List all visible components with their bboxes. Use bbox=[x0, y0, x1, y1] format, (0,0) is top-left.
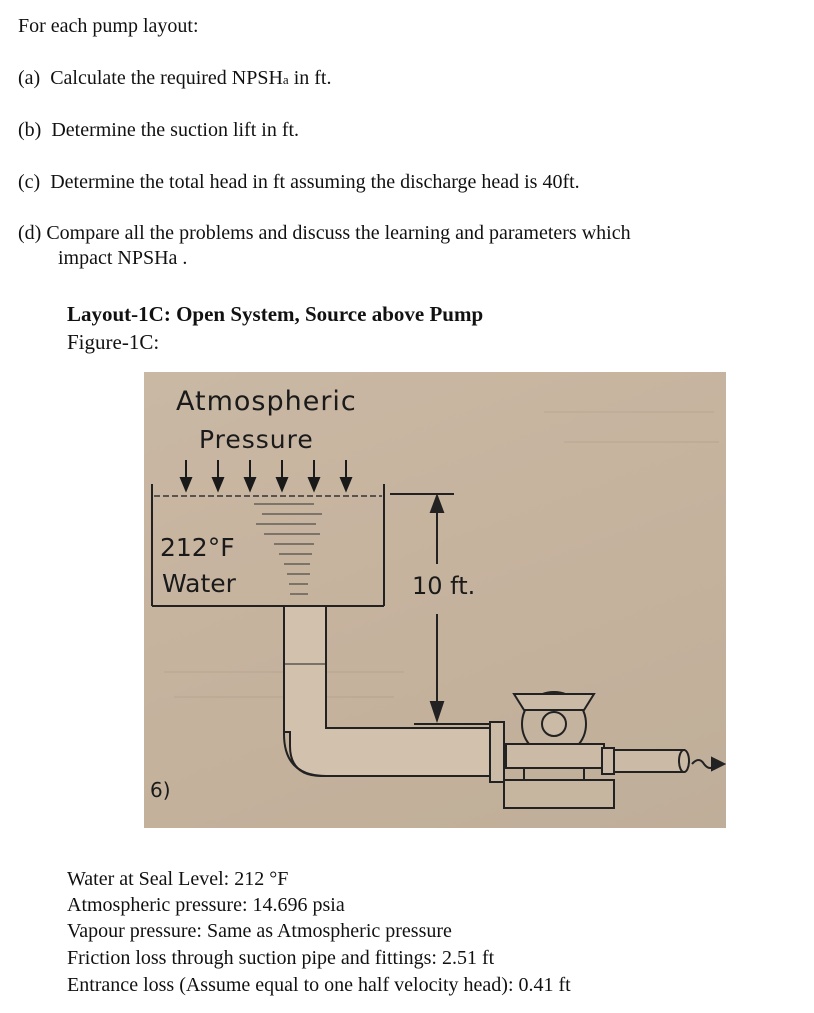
figure-label: Figure-1C: bbox=[67, 330, 160, 354]
question-c-text: Determine the total head in ft assuming the discharge head is 40ft. bbox=[50, 171, 580, 193]
discharge-arrow bbox=[692, 758, 724, 770]
liquid-label: Water bbox=[162, 569, 236, 598]
pump-diagram bbox=[144, 372, 726, 828]
pressure-arrows bbox=[181, 460, 351, 490]
question-a-text: Calculate the required NPSH bbox=[50, 67, 283, 89]
question-c bbox=[18, 170, 580, 194]
given-5: Entrance loss (Assume equal to one half velocity head): 0.41 ft bbox=[67, 974, 571, 996]
question-c-letter: (c) bbox=[18, 171, 41, 193]
given-3: Vapour pressure: Same as Atmospheric pressure bbox=[67, 920, 452, 942]
question-d-continuation: impact NPSHa . bbox=[58, 247, 188, 269]
question-d bbox=[18, 221, 631, 245]
height-dimension bbox=[390, 494, 494, 724]
pump bbox=[490, 692, 689, 808]
temperature-label: 212°F bbox=[160, 533, 235, 562]
figure-number: 6) bbox=[150, 778, 171, 802]
height-label: 10 ft. bbox=[412, 572, 476, 600]
question-b-letter: (b) bbox=[18, 119, 42, 141]
suction-pipe bbox=[284, 606, 494, 776]
question-b-text: Determine the suction lift in ft. bbox=[51, 119, 300, 141]
question-a-letter: (a) bbox=[18, 67, 41, 89]
figure-photo bbox=[144, 372, 726, 828]
given-1: Water at Seal Level: 212 °F bbox=[67, 868, 289, 890]
question-d-text: Compare all the problems and discuss the learning and parameters which bbox=[46, 222, 631, 244]
question-a-tail: in ft. bbox=[288, 67, 332, 89]
atm-pressure-label-2: Pressure bbox=[199, 425, 314, 454]
question-b bbox=[18, 118, 299, 142]
given-2: Atmospheric pressure: 14.696 psia bbox=[67, 894, 345, 916]
question-d-letter: (d) bbox=[18, 222, 42, 244]
layout-title: Layout-1C: Open System, Source above Pump bbox=[67, 302, 484, 326]
atm-pressure-label-1: Atmospheric bbox=[176, 386, 357, 417]
given-4: Friction loss through suction pipe and fittings: 2.51 ft bbox=[67, 947, 495, 969]
question-a bbox=[18, 66, 331, 92]
intro-text: For each pump layout: bbox=[18, 15, 199, 37]
question-a-subscript: a bbox=[282, 72, 289, 87]
